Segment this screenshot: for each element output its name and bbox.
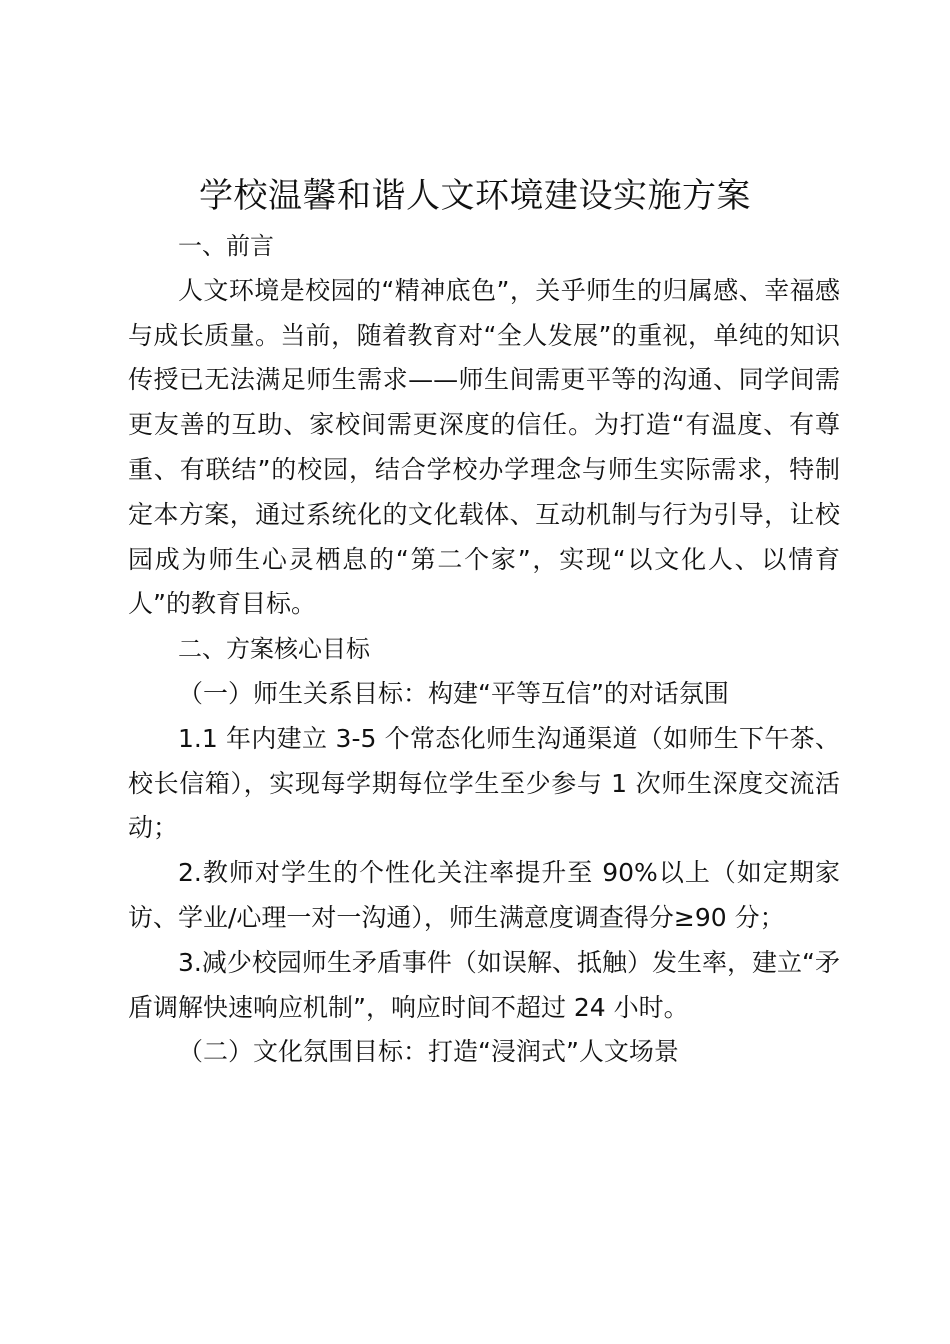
document-body [128,224,840,1075]
goal-item-1: 1.1 年内建立 3-5 个常态化师生沟通渠道（如师生下午茶、校长信箱），实现每学期每位学生至少参与 1 次师生深度交流活动； [128,723,840,843]
section-heading-preface: 一、前言 [178,232,274,260]
subheading-teacher-student-relations: （一）师生关系目标：构建“平等互信”的对话氛围 [178,678,729,708]
preface-paragraph: 人文环境是校园的“精神底色”，关乎师生的归属感、幸福感与成长质量。当前，随着教育对“全人发展”的重视，单纯的知识传授已无法满足师生需求——师生间需更平等的沟通、同学间需更友善的互助、家校间需更深度的信任。为打造“有温度、有尊重、有联结”的校园，结合学校办学理念与师生实际需求，特制定本方案，通过系统化的文化载体、互动机制与行为引导，让校园成为师生心灵栖息的“第二个家”，实现“以文化人、以情育人”的教育目标。 [128,275,840,619]
goal-item-2: 2.教师对学生的个性化关注率提升至 90%以上（如定期家访、学业/心理一对一沟通），师生满意度调查得分≥90 分； [128,858,840,932]
goal-item-3: 3.减少校园师生矛盾事件（如误解、抵触）发生率，建立“矛盾调解快速响应机制”，响应时间不超过 24 小时。 [128,947,840,1022]
subheading-cultural-atmosphere: （二）文化氛围目标：打造“浸润式”人文场景 [178,1037,679,1067]
section-heading-core-goals: 二、方案核心目标 [178,635,370,664]
document-title: 学校温馨和谐人文环境建设实施方案 [199,176,751,216]
